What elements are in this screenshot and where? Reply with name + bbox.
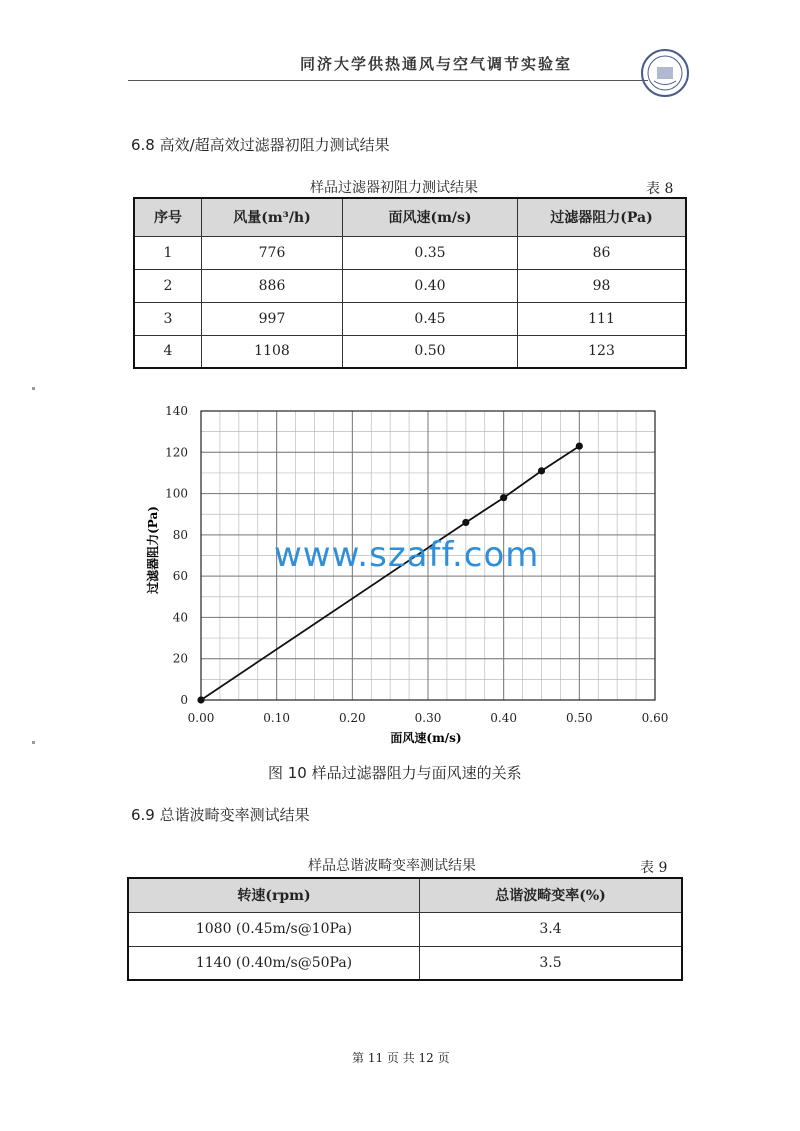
x-tick-label: 0.50 bbox=[565, 711, 593, 725]
watermark-text: www.szaff.com bbox=[274, 535, 540, 575]
table-header-row bbox=[128, 878, 682, 912]
y-axis-label: 过滤器阻力(Pa) bbox=[146, 506, 160, 594]
table9-caption: 样品总谐波畸变率测试结果 bbox=[308, 858, 476, 874]
table-cell: 0.50 bbox=[343, 335, 518, 368]
y-tick-label: 140 bbox=[165, 404, 188, 418]
x-axis-label: 面风速(m/s) bbox=[390, 731, 462, 745]
table-cell: 1140 (0.40m/s@50Pa) bbox=[128, 946, 420, 980]
resistance-vs-velocity-chart bbox=[140, 395, 700, 755]
col-header: 过滤器阻力(Pa) bbox=[518, 198, 687, 236]
table-row bbox=[134, 335, 686, 368]
table8-caption: 样品过滤器初阻力测试结果 bbox=[310, 180, 478, 196]
table-row bbox=[134, 236, 686, 269]
x-tick-label: 0.10 bbox=[263, 711, 291, 725]
table-cell: 886 bbox=[202, 269, 343, 302]
table-cell: 776 bbox=[202, 236, 343, 269]
y-tick-label: 120 bbox=[165, 445, 188, 460]
table-cell: 4 bbox=[134, 335, 202, 368]
table-8 bbox=[133, 197, 687, 369]
table-cell: 997 bbox=[202, 302, 343, 335]
table-row bbox=[128, 946, 682, 980]
x-tick-label: 0.30 bbox=[414, 711, 442, 725]
col-header: 转速(rpm) bbox=[128, 878, 420, 912]
col-header: 风量(m³/h) bbox=[202, 198, 343, 236]
table-cell: 0.40 bbox=[343, 269, 518, 302]
data-point bbox=[538, 467, 545, 474]
header-rule bbox=[128, 80, 648, 81]
col-header: 总谐波畸变率(%) bbox=[420, 878, 683, 912]
table-9 bbox=[127, 877, 683, 981]
x-tick-label: 0.60 bbox=[641, 711, 669, 725]
table-cell: 3 bbox=[134, 302, 202, 335]
table-cell: 123 bbox=[518, 335, 687, 368]
data-point bbox=[197, 696, 204, 703]
page-footer: 第 11 页 共 12 页 bbox=[352, 1051, 450, 1065]
table-row bbox=[134, 302, 686, 335]
scan-mark bbox=[32, 387, 35, 390]
table-cell: 1080 (0.45m/s@10Pa) bbox=[128, 912, 420, 946]
y-tick-label: 20 bbox=[172, 651, 188, 666]
table-cell: 2 bbox=[134, 269, 202, 302]
figure10-caption: 图 10 样品过滤器阻力与面风速的关系 bbox=[268, 764, 522, 782]
table-cell: 0.35 bbox=[343, 236, 518, 269]
section-title-6-9: 6.9 总谐波畸变率测试结果 bbox=[131, 806, 310, 824]
table-row bbox=[128, 912, 682, 946]
col-header: 面风速(m/s) bbox=[343, 198, 518, 236]
x-tick-label: 0.40 bbox=[490, 711, 518, 725]
y-tick-label: 100 bbox=[165, 486, 188, 501]
table-cell: 111 bbox=[518, 302, 687, 335]
table-cell: 86 bbox=[518, 236, 687, 269]
scan-mark bbox=[32, 741, 35, 744]
table-header-row bbox=[134, 198, 686, 236]
table-cell: 1108 bbox=[202, 335, 343, 368]
x-tick-label: 0.00 bbox=[187, 711, 215, 725]
col-header: 序号 bbox=[134, 198, 202, 236]
table-cell: 3.4 bbox=[420, 912, 683, 946]
y-tick-label: 0 bbox=[180, 693, 188, 707]
y-tick-label: 60 bbox=[172, 569, 188, 584]
table8-number: 表 8 bbox=[646, 181, 674, 197]
university-seal-icon bbox=[640, 48, 690, 98]
data-point bbox=[576, 442, 583, 449]
table-cell: 98 bbox=[518, 269, 687, 302]
table-cell: 0.45 bbox=[343, 302, 518, 335]
y-tick-label: 80 bbox=[172, 527, 188, 542]
x-tick-label: 0.20 bbox=[338, 711, 366, 725]
data-point bbox=[462, 519, 469, 526]
y-tick-label: 40 bbox=[172, 610, 188, 625]
lab-header-title: 同济大学供热通风与空气调节实验室 bbox=[300, 55, 573, 73]
data-point bbox=[500, 494, 507, 501]
table-cell: 3.5 bbox=[420, 946, 683, 980]
table-row bbox=[134, 269, 686, 302]
table-cell: 1 bbox=[134, 236, 202, 269]
section-title-6-8: 6.8 高效/超高效过滤器初阻力测试结果 bbox=[131, 136, 390, 154]
table9-number: 表 9 bbox=[640, 860, 668, 876]
